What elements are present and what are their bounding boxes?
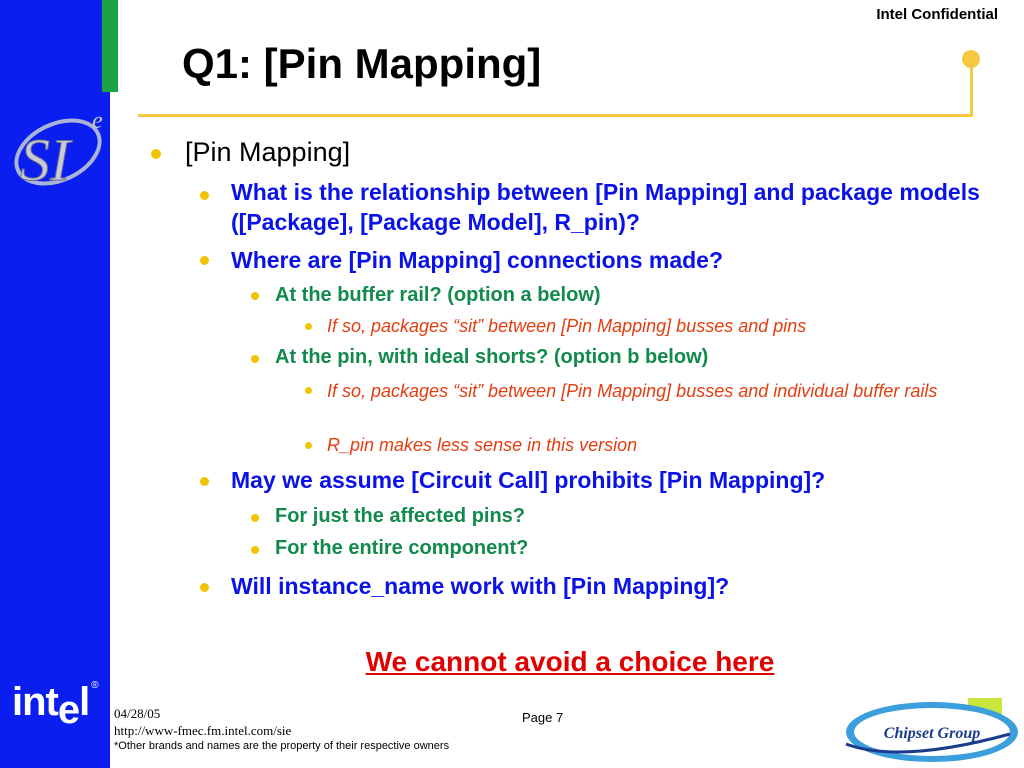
bullet-icon — [305, 442, 312, 449]
title-underline — [138, 114, 973, 117]
chipset-group-logo — [840, 694, 1024, 768]
list-item: Will instance_name work with [Pin Mapping]? — [231, 573, 730, 599]
bullet-icon — [251, 355, 259, 363]
bullet-icon — [200, 477, 209, 486]
intel-logo: intel ® — [12, 680, 98, 732]
list-item: Where are [Pin Mapping] connections made? — [231, 247, 724, 273]
bullet-icon — [200, 191, 209, 200]
bullet-icon — [200, 583, 209, 592]
bullet-icon — [251, 514, 259, 522]
si-logo-sup: e — [92, 108, 103, 134]
si-logo — [6, 108, 110, 192]
list-item: R_pin makes less sense in this version — [327, 435, 638, 455]
conclusion-text: We cannot avoid a choice here — [365, 646, 775, 677]
confidential-label: Intel Confidential — [876, 6, 998, 23]
list-item: [Pin Mapping] — [185, 137, 351, 167]
footer-url: http://www-fmec.fm.intel.com/sie — [114, 723, 292, 738]
list-item: For just the affected pins? — [275, 505, 526, 527]
green-accent-strip — [102, 0, 118, 92]
footer-note: *Other brands and names are the property of their respective owners — [114, 740, 450, 752]
bullet-icon — [251, 546, 259, 554]
bullet-icon — [251, 292, 259, 300]
list-item: For the entire component? — [275, 537, 529, 559]
bullet-icon — [200, 256, 209, 265]
list-item: At the buffer rail? (option a below) — [275, 284, 601, 306]
list-item: If so, packages “sit” between [Pin Mapping] busses and individual buffer rails — [327, 381, 938, 401]
list-item: If so, packages “sit” between [Pin Mapping] busses and pins — [327, 316, 807, 336]
page-title: Q1: [Pin Mapping] — [182, 40, 542, 87]
list-item: What is the relationship between [Pin Mapping] and package models ([Package], [Package Model], R_pin)? — [231, 179, 980, 235]
title-dot-decoration — [962, 50, 980, 68]
bullet-icon — [305, 323, 312, 330]
list-item: At the pin, with ideal shorts? (option b below) — [275, 346, 709, 368]
chipset-logo-text: Chipset Group — [883, 725, 981, 742]
bullet-icon — [305, 387, 312, 394]
list-item: May we assume [Circuit Call] prohibits [Pin Mapping]? — [231, 467, 826, 493]
si-logo-text: SI — [20, 127, 70, 192]
title-connector-line — [970, 60, 973, 117]
footer-date: 04/28/05 — [114, 706, 161, 721]
bullet-icon — [151, 149, 161, 159]
page-number: Page 7 — [522, 710, 564, 725]
